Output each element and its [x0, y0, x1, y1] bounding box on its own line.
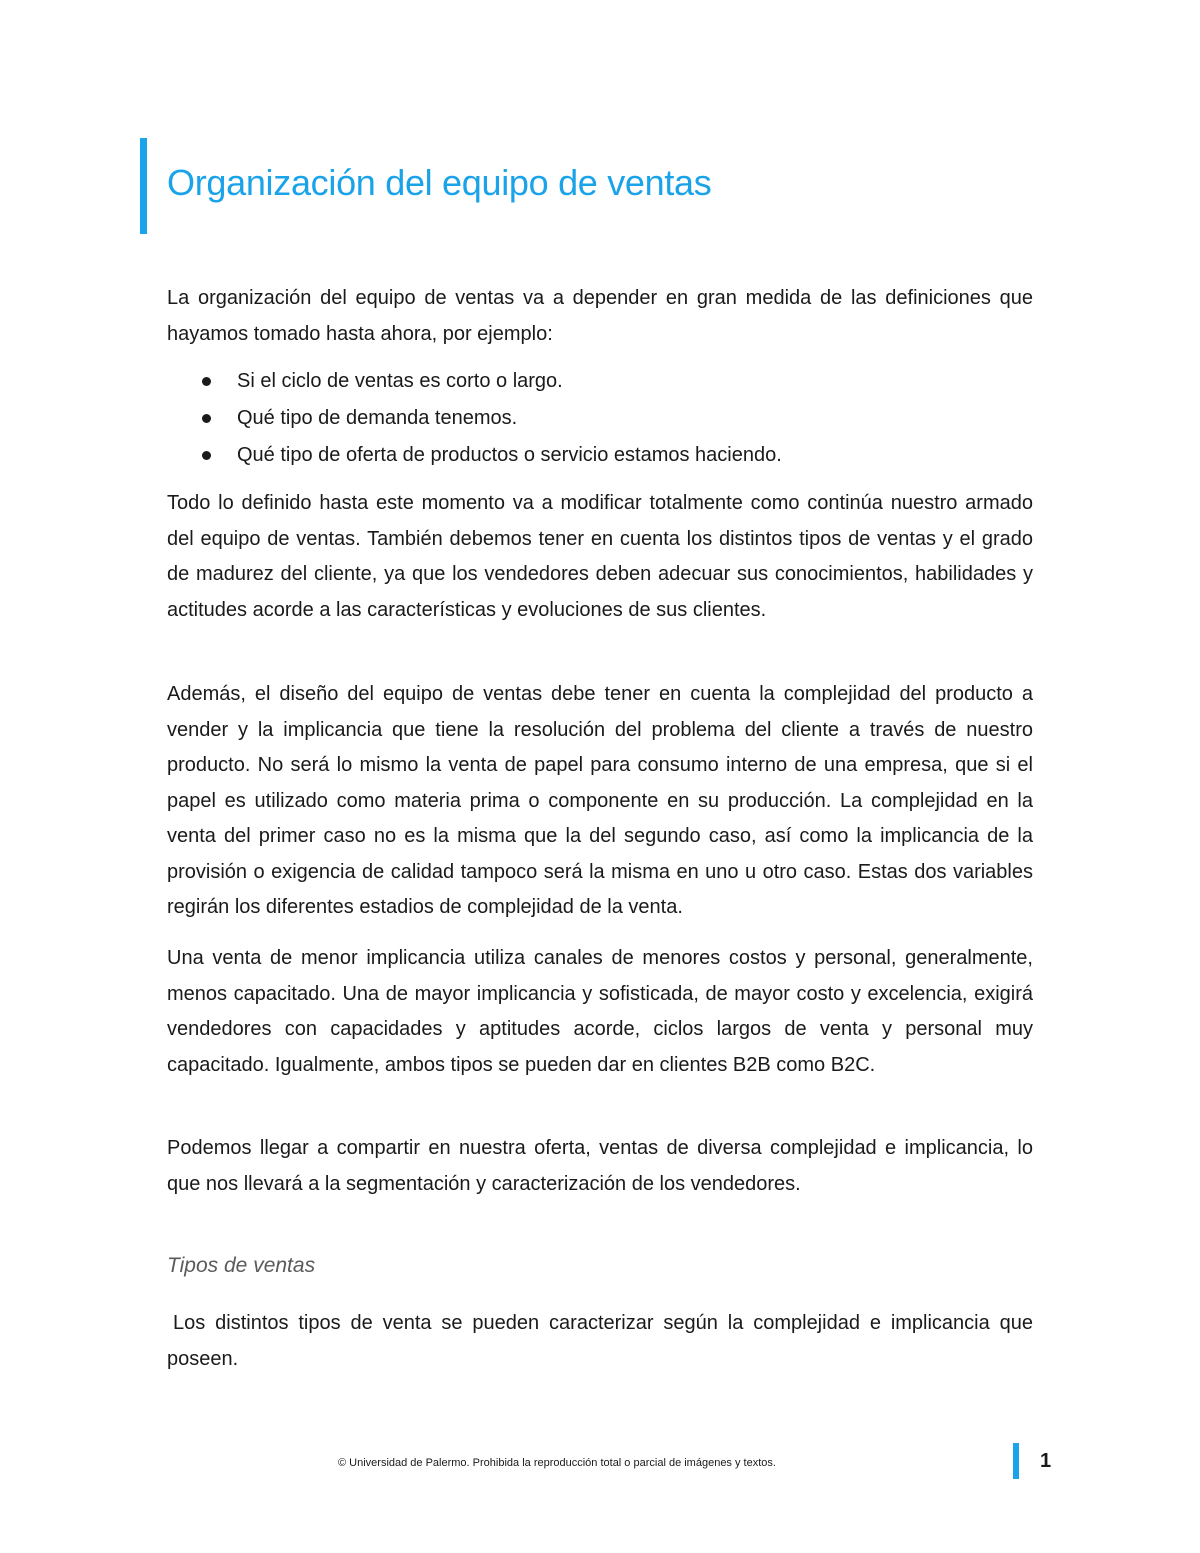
- page-title: Organización del equipo de ventas: [167, 162, 712, 203]
- paragraph-diseno: Además, el diseño del equipo de ventas debe tener en cuenta la complejidad del producto a vender y la implicancia que tiene la resolución del problema del cliente a través de nuestro producto. No será lo mismo la venta de papel para consumo interno de una empresa, que si el papel es utilizado como materia prima o componente en su producción. La complejidad en la venta del primer caso no es la misma que la del segundo caso, así como la implicancia de la provisión o exigencia de calidad tampoco será la misma en uno u otro caso. Estas dos variables regirán los diferentes estadios de complejidad de la venta.: [167, 683, 1033, 918]
- list-item-text: Qué tipo de oferta de productos o servicio estamos haciendo.: [237, 444, 782, 466]
- footer-accent-bar: [1013, 1443, 1019, 1479]
- page-number: 1: [1040, 1450, 1052, 1472]
- paragraph-definido: Todo lo definido hasta este momento va a modificar totalmente como continúa nuestro armado del equipo de ventas. También debemos tener en cuenta los distintos tipos de ventas y el grado de madurez del cliente, ya que los vendedores deben adecuar sus conocimientos, habilidades y actitudes acorde a las características y evoluciones de sus clientes.: [167, 492, 1033, 621]
- list-item: [167, 363, 1033, 400]
- section-subtitle: Tipos de ventas: [167, 1254, 316, 1277]
- title-accent-bar: [140, 138, 147, 234]
- list-item: [167, 437, 1033, 474]
- list-item-text: Qué tipo de demanda tenemos.: [237, 407, 518, 429]
- list-item-text: Si el ciclo de ventas es corto o largo.: [237, 370, 563, 392]
- bullet-list: [167, 363, 1033, 474]
- paragraph-implicancia: Una venta de menor implicancia utiliza canales de menores costos y personal, generalmente, menos capacitado. Una de mayor implicancia y sofisticada, de mayor costo y excelencia, exigirá vendedores con capacidades y aptitudes acorde, ciclos largos de venta y personal muy capacitado. Igualmente, ambos tipos se pueden dar en clientes B2B como B2C.: [167, 947, 1033, 1076]
- bullet-icon: [202, 414, 211, 423]
- bullet-icon: [202, 377, 211, 386]
- footer-copyright: © Universidad de Palermo. Prohibida la reproducción total o parcial de imágenes y textos.: [338, 1457, 776, 1469]
- bullet-icon: [202, 451, 211, 460]
- list-item: [167, 400, 1033, 437]
- paragraph-oferta: Podemos llegar a compartir en nuestra oferta, ventas de diversa complejidad e implicancia, lo que nos llevará a la segmentación y caracterización de los vendedores.: [167, 1137, 1033, 1195]
- paragraph-tipos: Los distintos tipos de venta se pueden caracterizar según la complejidad e implicancia que poseen.: [167, 1312, 1033, 1370]
- paragraph-intro: La organización del equipo de ventas va a depender en gran medida de las definiciones que hayamos tomado hasta ahora, por ejemplo:: [167, 287, 1033, 345]
